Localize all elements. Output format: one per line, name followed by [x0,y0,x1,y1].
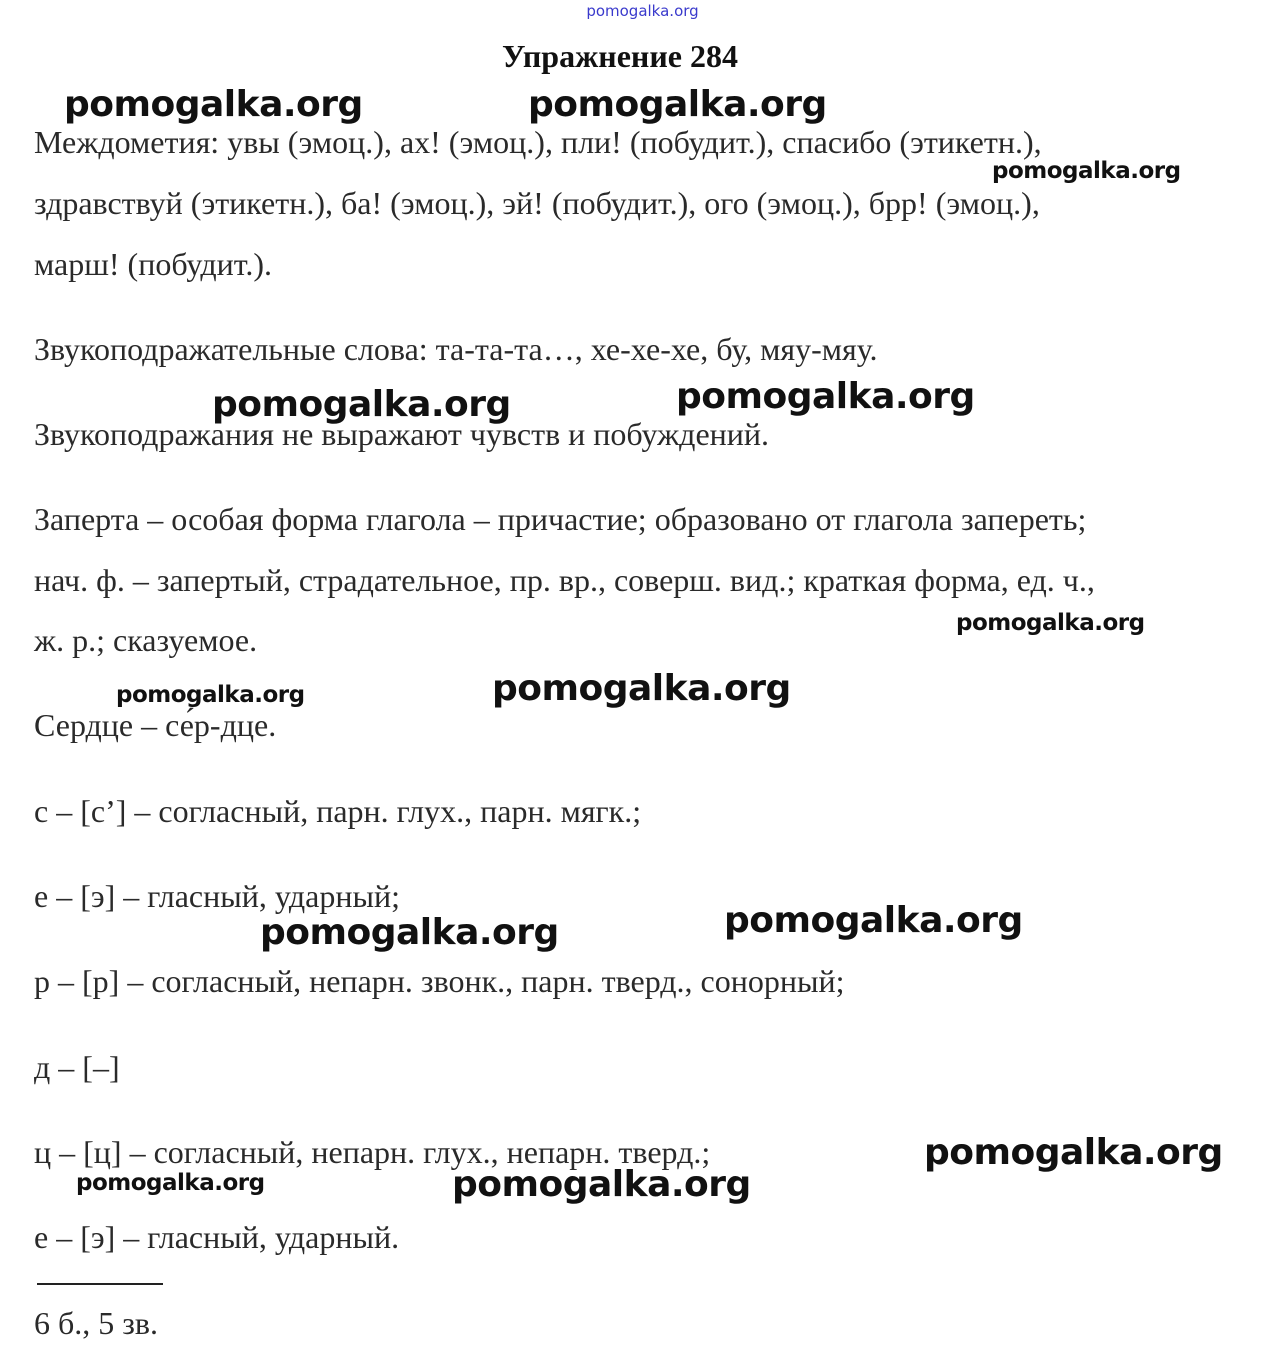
text-line-13: д – [–] [34,1049,120,1085]
watermark: pomogalka.org [452,1164,751,1205]
watermark: pomogalka.org [212,384,511,425]
site-header-link[interactable]: pomogalka.org [586,2,699,20]
watermark: pomogalka.org [260,912,559,953]
exercise-title: Упражнение 284 [501,38,738,74]
text-line-14: ц – [ц] – согласный, непарн. глух., непарн. тверд.; [34,1134,711,1170]
watermark: pomogalka.org [924,1132,1223,1173]
watermark: pomogalka.org [76,1170,265,1196]
watermark: pomogalka.org [64,84,363,125]
footnote-text: 6 б., 5 зв. [34,1305,159,1341]
watermark: pomogalka.org [676,376,975,417]
watermark: pomogalka.org [528,84,827,125]
watermark: pomogalka.org [956,610,1145,636]
text-line-3: марш! (побудит.). [34,246,272,282]
watermark: pomogalka.org [492,668,791,709]
text-line-2: здравствуй (этикетн.), ба! (эмоц.), эй! (побудит.), ого (эмоц.), брр! (эмоц.), [34,185,1040,221]
text-line-11: е – [э] – гласный, ударный; [34,878,400,914]
text-line-10: с – [с’] – согласный, парн. глух., парн. мягк.; [34,793,642,829]
text-line-7: нач. ф. – запертый, страдательное, пр. вр., соверш. вид.; краткая форма, ед. ч., [34,562,1095,598]
text-line-4: Звукоподражательные слова: та-та-та…, хе-хе-хе, бу, мяу-мяу. [34,331,878,367]
text-line-9: Сердце – се́р-дце. [34,707,277,743]
watermark: pomogalka.org [724,900,1023,941]
text-line-12: р – [р] – согласный, непарн. звонк., парн. тверд., сонорный; [34,963,845,999]
watermark: pomogalka.org [992,158,1181,184]
footnote-rule [37,1283,163,1285]
text-line-15: е – [э] – гласный, ударный. [34,1219,400,1255]
watermark: pomogalka.org [116,682,305,708]
text-line-5: Звукоподражания не выражают чувств и побуждений. [34,416,770,452]
text-line-6: Заперта – особая форма глагола – причастие; образовано от глагола запереть; [34,501,1087,537]
text-line-1: Междометия: увы (эмоц.), ах! (эмоц.), пли! (побудит.), спасибо (этикетн.), [34,124,1042,160]
text-line-8: ж. р.; сказуемое. [34,622,258,658]
